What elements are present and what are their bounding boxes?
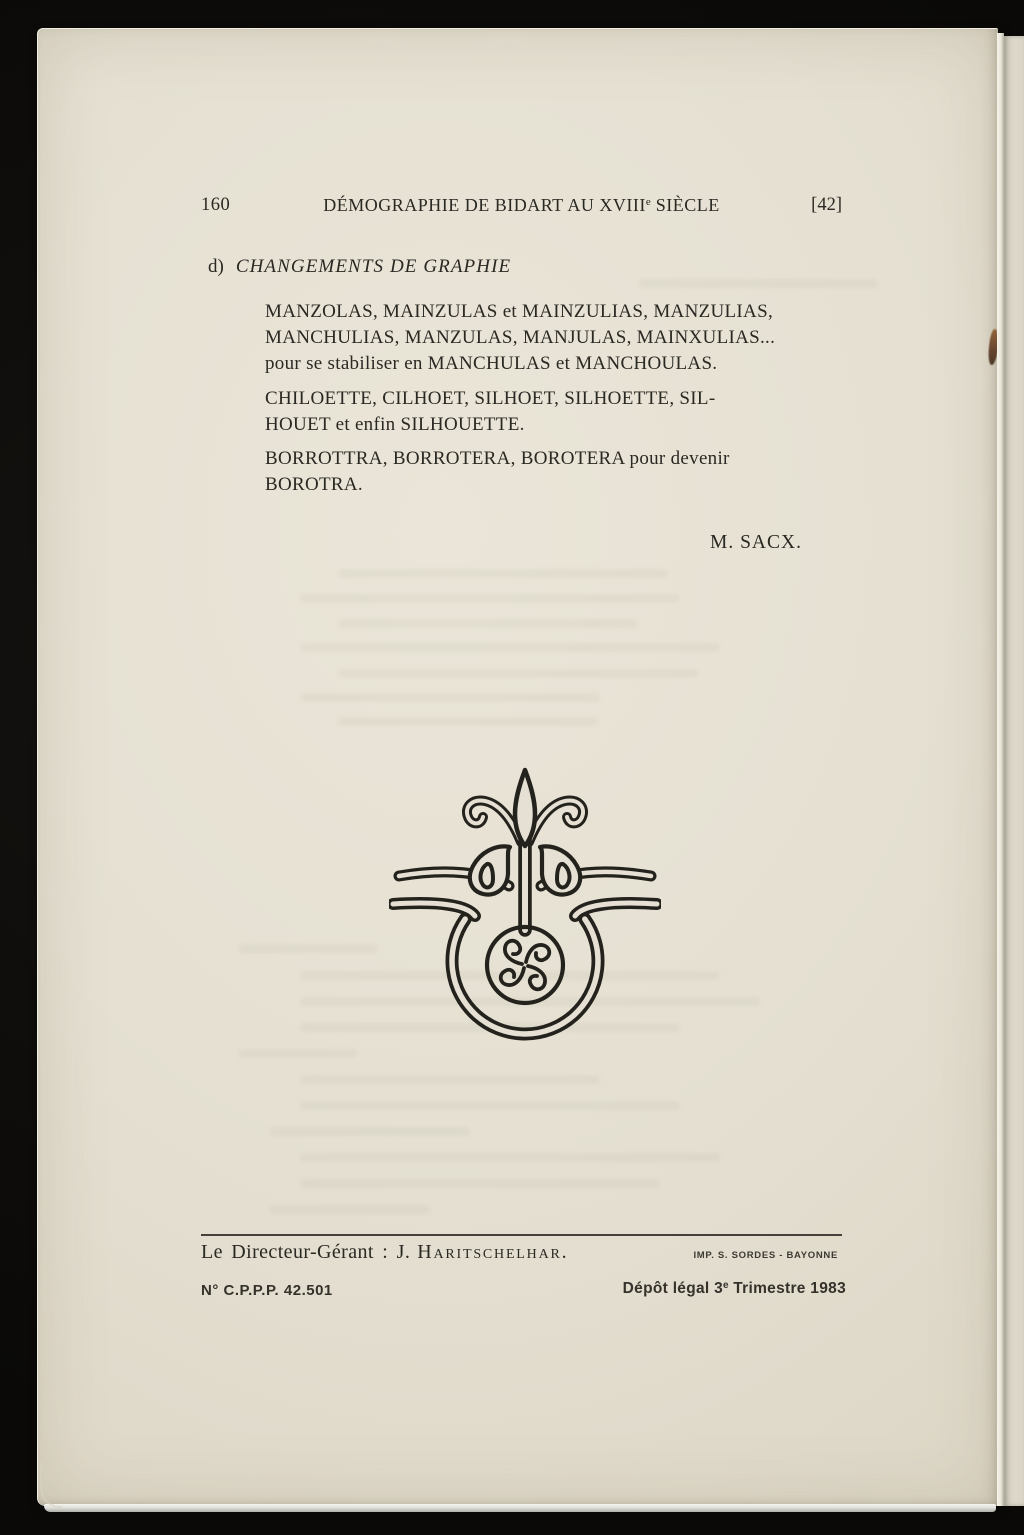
- show-through-smudge: [270, 1127, 470, 1136]
- text-line: MANCHULIAS, MANZULAS, MANJULAS, MAINXULIAS...: [265, 327, 776, 348]
- show-through-smudge: [238, 1049, 358, 1058]
- section-marker: d): [208, 256, 224, 277]
- running-head: [201, 195, 842, 219]
- running-title-text: DÉMOGRAPHIE DE BIDART AU XVIII: [323, 195, 646, 215]
- show-through-smudge: [338, 569, 668, 578]
- director-name: Haritschelhar.: [417, 1241, 569, 1263]
- footer-rule: [201, 1234, 842, 1236]
- director-line: [201, 1241, 568, 1264]
- paragraph: [265, 386, 845, 438]
- show-through-smudge: [338, 717, 598, 726]
- page-stack-bottom-edge: [44, 1504, 996, 1512]
- text-line: pour se stabiliser en MANCHULAS et MANCHOULAS.: [265, 353, 718, 374]
- show-through-smudge: [238, 944, 378, 953]
- show-through-smudge: [638, 279, 878, 288]
- registration-number: N° C.P.P.P. 42.501: [201, 1282, 333, 1299]
- show-through-smudge: [300, 594, 680, 603]
- running-title-tail: SIÈCLE: [650, 195, 720, 215]
- show-through-smudge: [300, 1153, 720, 1162]
- paragraph: [265, 299, 845, 377]
- legal-deposit: [623, 1280, 846, 1298]
- show-through-smudge: [338, 669, 698, 678]
- section-title: CHANGEMENTS DE GRAPHIE: [235, 256, 512, 277]
- show-through-smudge: [300, 693, 600, 702]
- trimester-superscript: e: [723, 1280, 729, 1291]
- issue-number: [42]: [811, 195, 842, 215]
- text-line: HOUET et enfin SILHOUETTE.: [265, 414, 525, 435]
- show-through-smudge: [270, 1205, 430, 1214]
- text-line: MANZOLAS, MAINZULAS et MAINZULIAS, MANZULIAS,: [265, 301, 774, 322]
- paragraph: [265, 446, 845, 498]
- basque-lauburu-printer-mark-icon: [389, 758, 661, 1058]
- section-heading: [208, 256, 511, 278]
- legal-deposit-text: Dépôt légal 3: [622, 1280, 724, 1297]
- printer-credit: IMP. S. SORDES - BAYONNE: [693, 1250, 838, 1261]
- legal-deposit-tail: Trimestre 1983: [728, 1280, 846, 1297]
- show-through-smudge: [300, 1101, 680, 1110]
- book-page: [37, 28, 998, 1506]
- page-number: 160: [201, 195, 231, 215]
- page-fore-edge: [997, 33, 1004, 1506]
- show-through-smudge: [300, 1179, 660, 1188]
- text-line: CHILOETTE, CILHOET, SILHOET, SILHOETTE, SIL-: [265, 388, 716, 409]
- show-through-smudge: [338, 619, 638, 628]
- century-superscript: e: [645, 196, 651, 208]
- running-title: [201, 195, 842, 216]
- text-line: BOROTRA.: [265, 474, 363, 495]
- underlying-page-edge: [1004, 36, 1024, 1506]
- show-through-smudge: [300, 643, 720, 652]
- director-label: Le Directeur-Gérant : J.: [201, 1241, 411, 1263]
- text-line: BORROTTRA, BORROTERA, BOROTERA pour devenir: [265, 448, 730, 469]
- author-signature: M. SACX.: [710, 532, 802, 553]
- show-through-smudge: [300, 1075, 600, 1084]
